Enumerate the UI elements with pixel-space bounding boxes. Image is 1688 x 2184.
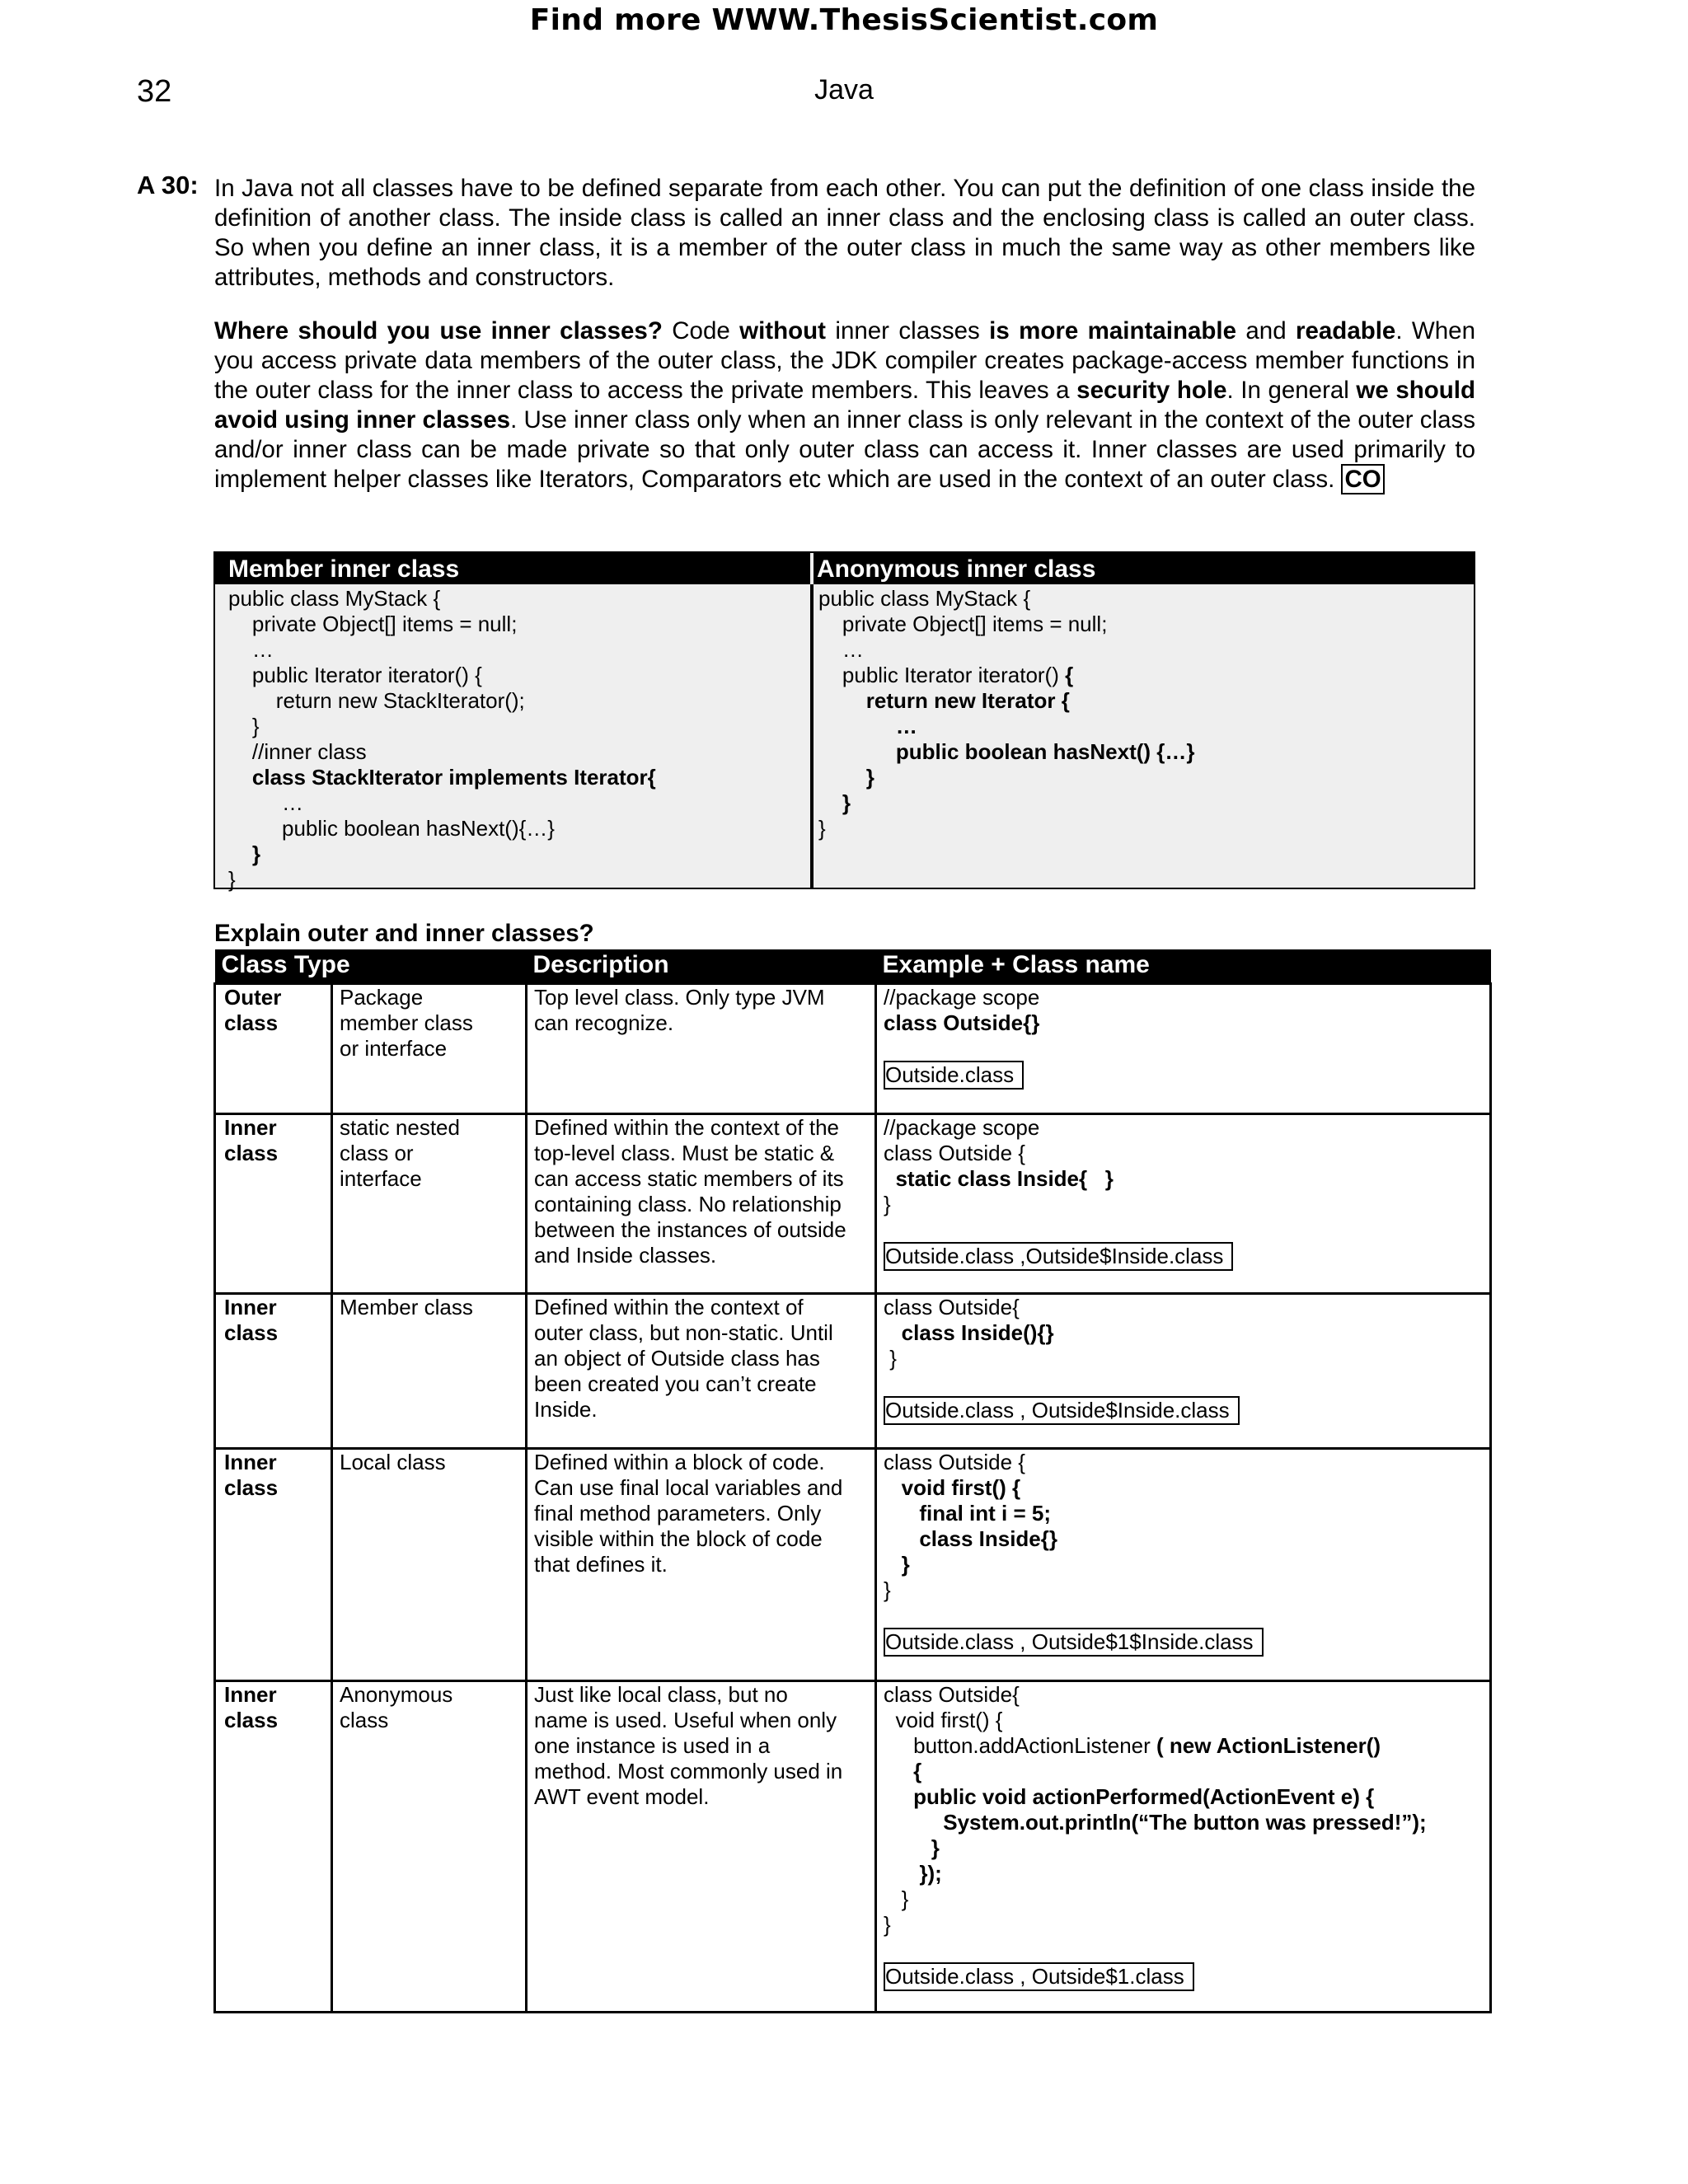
member-inner-class-code xyxy=(228,586,656,893)
anonymous-inner-class-header: Anonymous inner class xyxy=(814,553,1474,584)
example-code xyxy=(884,1682,1483,1938)
code-line: return new StackIterator(); xyxy=(228,688,525,713)
spacer xyxy=(884,1036,1483,1057)
class-type-cell: Inner class xyxy=(215,1114,332,1294)
page-number: 32 xyxy=(137,74,172,109)
code-line xyxy=(884,1141,1483,1166)
code-run-bold: { xyxy=(1065,663,1074,687)
code-run: } xyxy=(884,1912,891,1937)
member-inner-class-header: Member inner class xyxy=(215,553,810,584)
table-row xyxy=(215,1681,1491,2013)
code-line: } xyxy=(818,790,851,815)
code-line: public Iterator iterator() { xyxy=(228,663,482,687)
code-line xyxy=(818,663,1195,688)
text-run-bold: we should avoid using inner classes xyxy=(214,377,1476,434)
code-run: class Outside { xyxy=(884,1141,1025,1165)
example-code xyxy=(884,1450,1483,1603)
text-run-bold: is more maintainable xyxy=(989,317,1236,344)
description-cell: Defined within the context of outer class, but non-static. Until an object of Outside class has been created you can’t create Inside. xyxy=(527,1294,876,1449)
code-run: class Outside{ xyxy=(884,1682,1020,1707)
code-run: class Inside{} xyxy=(884,1526,1057,1551)
description-cell: Defined within the context of the top-level class. Must be static & can access static members of its containing class. No relationship between the instances of outside and Inside classes. xyxy=(527,1114,876,1294)
code-line xyxy=(884,1912,1483,1938)
code-line xyxy=(884,1320,1483,1346)
code-line: } xyxy=(818,816,826,841)
code-line: return new Iterator { xyxy=(818,688,1070,713)
text-run: . When you access private data members of the outer class, the JDK compiler creates package-access member functions in the outer class for the inner class to access the private members. This leaves a xyxy=(214,317,1475,404)
code-line xyxy=(884,1886,1483,1912)
code-line: } xyxy=(818,765,874,790)
code-line: public boolean hasNext() {…} xyxy=(818,739,1195,764)
code-line xyxy=(884,1552,1483,1577)
col-example: Example + Class name xyxy=(876,949,1491,984)
example-cell xyxy=(876,1114,1491,1294)
code-run: void first() { xyxy=(884,1708,1003,1732)
code-run: public void actionPerformed(ActionEvent e) { xyxy=(884,1784,1375,1809)
code-run: class Outside{ xyxy=(884,1295,1020,1319)
example-cell xyxy=(876,1449,1491,1681)
code-line xyxy=(884,1810,1483,1835)
usage-paragraph xyxy=(214,316,1475,494)
code-run: button.addActionListener xyxy=(884,1733,1156,1758)
code-line xyxy=(884,1115,1483,1141)
class-type-cell: Inner class xyxy=(215,1681,332,2013)
class-kind-cell: Anonymous class xyxy=(332,1681,527,2013)
code-line: } xyxy=(228,867,236,892)
code-run: }); xyxy=(884,1861,942,1886)
description-cell: Just like local class, but no name is used. Useful when only one instance is used in a method. Most commonly used in AWT event model. xyxy=(527,1681,876,2013)
class-kind-cell: Member class xyxy=(332,1294,527,1449)
spacer xyxy=(884,1371,1483,1393)
code-line xyxy=(884,1759,1483,1784)
code-run: } xyxy=(884,1552,910,1577)
table-row xyxy=(215,1114,1491,1294)
text-run-bold: security hole xyxy=(1076,377,1227,404)
code-line xyxy=(884,1861,1483,1886)
text-run: inner classes xyxy=(826,317,990,344)
code-run-bold: ( new ActionListener() xyxy=(1156,1733,1381,1758)
code-line: //inner class xyxy=(228,739,367,764)
co-badge: CO xyxy=(1341,464,1384,494)
table-header-row xyxy=(215,949,1491,984)
table-row xyxy=(215,984,1491,1114)
spacer xyxy=(884,1938,1483,1959)
code-line xyxy=(884,1346,1483,1371)
code-run: //package scope xyxy=(884,1115,1040,1140)
description-cell: Top level class. Only type JVM can recognize. xyxy=(527,984,876,1114)
example-code xyxy=(884,985,1483,1036)
code-line: … xyxy=(228,637,274,662)
question-label: A 30: xyxy=(137,171,199,199)
code-line xyxy=(884,1450,1483,1475)
usage-question: Where should you use inner classes? xyxy=(214,317,663,344)
class-kind-cell: Package member class or interface xyxy=(332,984,527,1114)
intro-paragraph: In Java not all classes have to be defined separate from each other. You can put the definition of one class inside the definition of another class. The inside class is called an inner class and the enclosing class is called an outer class. So when you define an inner class, it is a member of the outer class in much the same way as other members like attributes, methods and constructors. xyxy=(214,175,1475,291)
text-run: . Use inner class only when an inner class is only relevant in the context of the outer class and/or inner class can be made private so that only outer class can access it. Inner classes are used primarily to implement helper classes like Iterators, Comparators etc which are used in the context of an outer class. xyxy=(214,406,1475,493)
code-run: static class Inside{ } xyxy=(884,1166,1114,1191)
code-run: public Iterator iterator() xyxy=(818,663,1066,687)
example-code xyxy=(884,1295,1483,1371)
code-line xyxy=(884,1835,1483,1861)
generated-class-files: Outside.class ,Outside$Inside.class xyxy=(884,1242,1233,1271)
code-run: //package scope xyxy=(884,985,1040,1010)
code-line xyxy=(884,1784,1483,1810)
code-line: public class MyStack { xyxy=(228,586,441,611)
generated-class-files: Outside.class , Outside$Inside.class xyxy=(884,1396,1240,1425)
text-run-bold: without xyxy=(739,317,827,344)
code-line xyxy=(884,1682,1483,1708)
code-line xyxy=(884,1192,1483,1217)
code-line xyxy=(884,1475,1483,1501)
code-run: class Outside { xyxy=(884,1450,1025,1474)
running-title: Java xyxy=(814,74,874,105)
generated-class-files: Outside.class , Outside$1$Inside.class xyxy=(884,1628,1264,1657)
code-run: } xyxy=(884,1886,909,1911)
code-line: … xyxy=(228,790,304,815)
code-run: void first() { xyxy=(884,1475,1021,1500)
generated-class-files: Outside.class , Outside$1.class xyxy=(884,1962,1194,1991)
class-type-cell: Inner class xyxy=(215,1449,332,1681)
code-line: } xyxy=(228,714,260,738)
code-line xyxy=(884,1166,1483,1192)
class-type-cell: Outer class xyxy=(215,984,332,1114)
code-run: class Outside{} xyxy=(884,1010,1040,1035)
code-run: final int i = 5; xyxy=(884,1501,1051,1526)
col-description: Description xyxy=(527,949,876,984)
site-banner: Find more WWW.ThesisScientist.com xyxy=(529,3,1159,37)
code-line xyxy=(884,1577,1483,1603)
class-types-table xyxy=(213,949,1492,2013)
code-line xyxy=(884,1295,1483,1320)
code-run: { xyxy=(884,1759,922,1783)
table-row xyxy=(215,1294,1491,1449)
code-run: System.out.println(“The button was pressed!”); xyxy=(884,1810,1427,1835)
code-run: } xyxy=(884,1192,891,1216)
code-line xyxy=(884,1733,1483,1759)
example-cell xyxy=(876,1681,1491,2013)
code-run: } xyxy=(884,1835,940,1860)
class-type-cell: Inner class xyxy=(215,1294,332,1449)
example-cell xyxy=(876,1294,1491,1449)
code-line: private Object[] items = null; xyxy=(818,612,1108,636)
generated-class-files: Outside.class xyxy=(884,1061,1024,1090)
code-line xyxy=(884,1526,1483,1552)
table-row xyxy=(215,1449,1491,1681)
code-run: } xyxy=(884,1577,891,1602)
text-run: . In general xyxy=(1226,377,1357,404)
code-run: } xyxy=(884,1346,897,1371)
code-line: class StackIterator implements Iterator{ xyxy=(228,765,656,790)
explain-heading: Explain outer and inner classes? xyxy=(214,920,594,947)
class-kind-cell: static nested class or interface xyxy=(332,1114,527,1294)
col-class-type: Class Type xyxy=(215,949,527,984)
spacer xyxy=(884,1217,1483,1239)
anonymous-inner-class-code xyxy=(818,586,1195,841)
code-line xyxy=(884,985,1483,1010)
code-line: … xyxy=(818,714,917,738)
code-line: public boolean hasNext(){…} xyxy=(228,816,555,841)
text-run-bold: readable xyxy=(1296,317,1396,344)
text-run: and xyxy=(1236,317,1296,344)
code-line xyxy=(884,1708,1483,1733)
code-run: class Inside(){} xyxy=(884,1320,1054,1345)
column-divider xyxy=(810,584,814,888)
code-line: public class MyStack { xyxy=(818,586,1031,611)
spacer xyxy=(884,1603,1483,1624)
code-line: } xyxy=(228,841,261,866)
code-line xyxy=(884,1010,1483,1036)
text-run: Code xyxy=(662,317,740,344)
code-line: private Object[] items = null; xyxy=(228,612,518,636)
code-comparison-table xyxy=(213,551,1475,892)
example-code xyxy=(884,1115,1483,1217)
example-cell xyxy=(876,984,1491,1114)
description-cell: Defined within a block of code. Can use final local variables and final method parameters. Only visible within the block of code that defines it. xyxy=(527,1449,876,1681)
code-line xyxy=(884,1501,1483,1526)
class-kind-cell: Local class xyxy=(332,1449,527,1681)
code-line: … xyxy=(818,637,864,662)
